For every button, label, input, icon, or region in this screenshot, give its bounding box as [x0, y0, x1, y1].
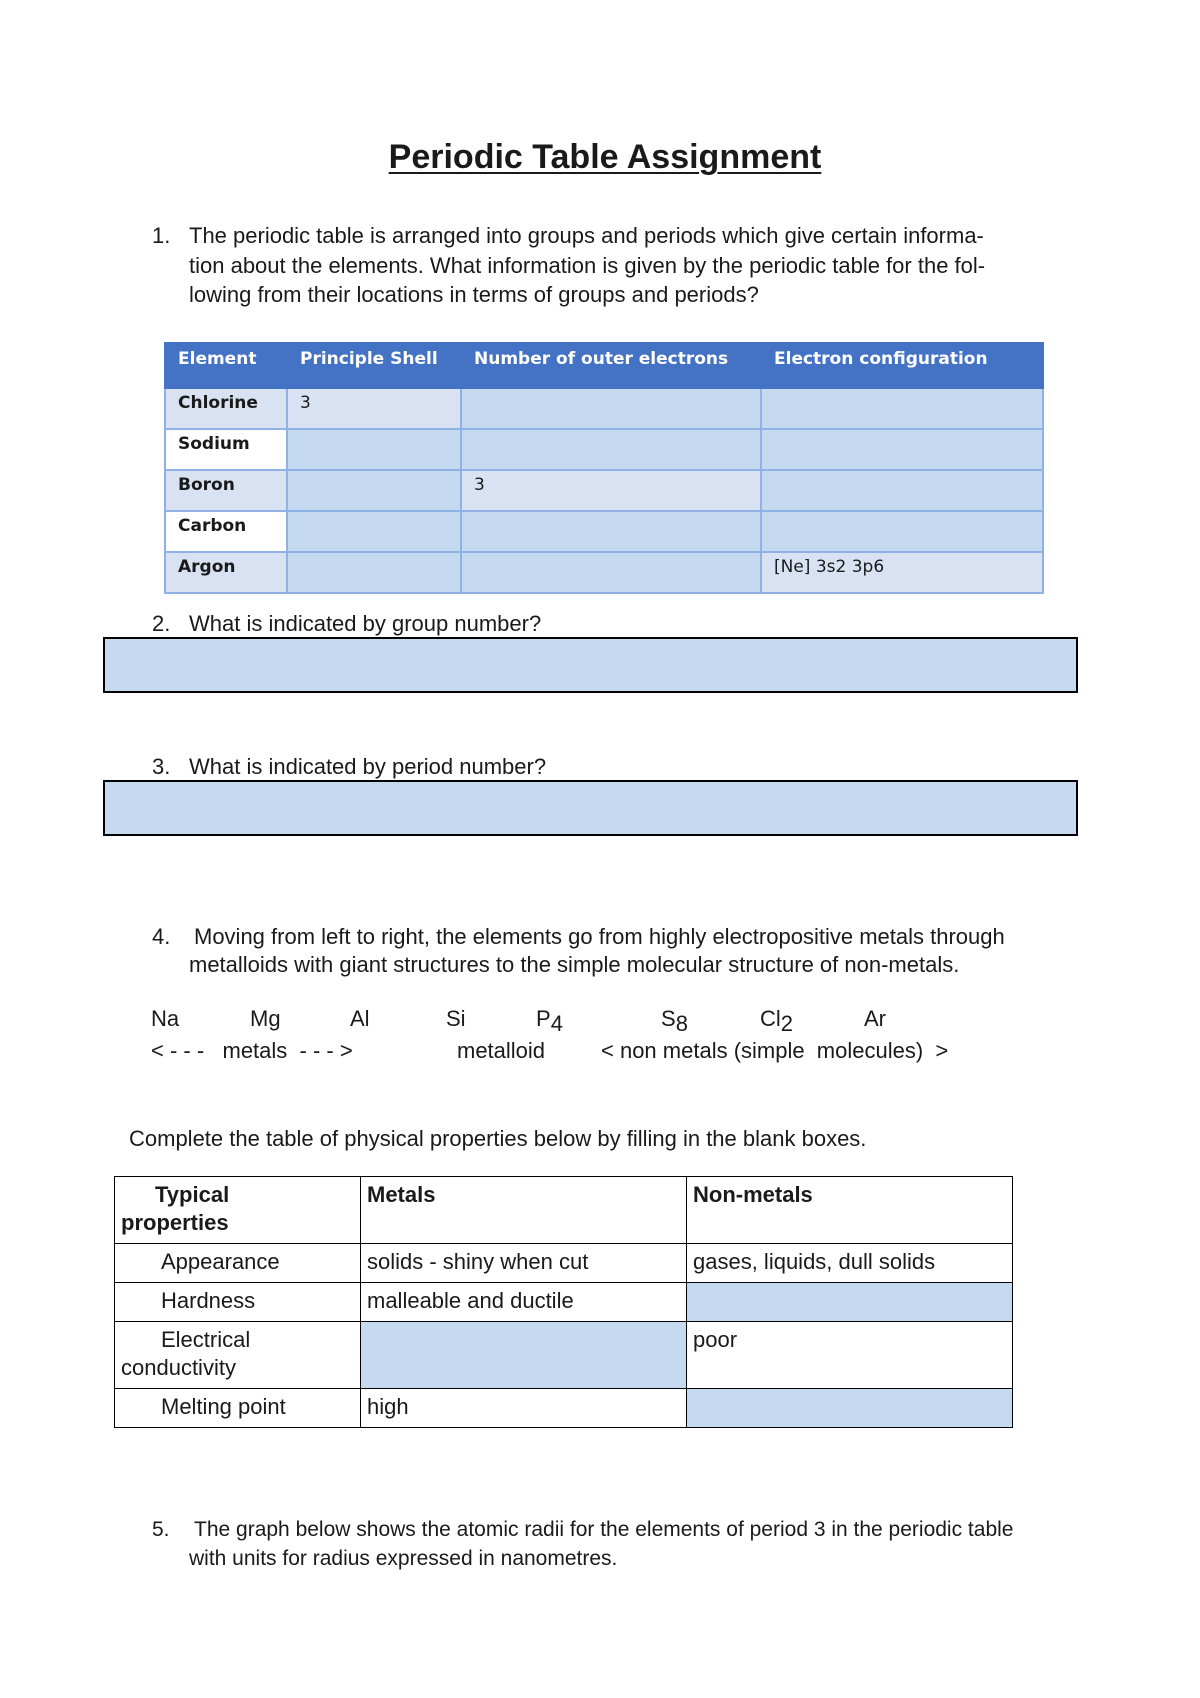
question-1-line-1: The periodic table is arranged into groups and periods which give certain informa-	[189, 223, 984, 248]
element-name: Argon	[165, 552, 287, 593]
question-5-line-2: with units for radius expressed in nanometres.	[189, 1547, 618, 1570]
table-row-carbon	[165, 511, 1043, 552]
physical-properties-table	[114, 1176, 1013, 1428]
electron-configuration-cell[interactable]	[761, 470, 1043, 511]
nonmetals-cell[interactable]	[687, 1389, 1013, 1428]
properties-row-melting-point	[115, 1389, 1013, 1428]
property-name: Hardness	[115, 1283, 361, 1322]
question-2	[0, 609, 1200, 639]
metals-label: < - - - metals - - - >	[151, 1038, 353, 1063]
property-name: Appearance	[115, 1244, 361, 1283]
principle-shell-cell[interactable]: 3	[287, 388, 461, 429]
principle-shell-cell[interactable]	[287, 429, 461, 470]
question-3-answer-box[interactable]	[103, 780, 1078, 836]
outer-electrons-cell[interactable]	[461, 429, 761, 470]
element-cl2	[760, 1006, 794, 1036]
principle-shell-cell[interactable]	[287, 552, 461, 593]
element-name: Chlorine	[165, 388, 287, 429]
properties-header	[115, 1177, 1013, 1244]
question-5-number: 5.	[152, 1518, 170, 1541]
property-name: Melting point	[115, 1389, 361, 1428]
properties-row-electrical-conductivity	[115, 1322, 1013, 1389]
table-row-argon	[165, 552, 1043, 593]
header-non-metals: Non-metals	[687, 1177, 1013, 1244]
header-element: Element	[165, 343, 287, 388]
element-s-subscript: 8	[675, 1011, 688, 1036]
class-row	[0, 1038, 1200, 1072]
header-electron-configuration: Electron configuration	[761, 343, 1043, 388]
element-name: Boron	[165, 470, 287, 511]
question-4-line-1: Moving from left to right, the elements go from highly electropositive metals through	[194, 924, 1005, 949]
nonmetals-cell[interactable]: gases, liquids, dull solids	[687, 1244, 1013, 1283]
outer-electrons-cell[interactable]	[461, 511, 761, 552]
question-4-number: 4.	[152, 924, 171, 949]
element-name: Sodium	[165, 429, 287, 470]
page-title: Periodic Table Assignment	[388, 138, 822, 176]
header-metals: Metals	[361, 1177, 687, 1244]
question-1	[0, 221, 1200, 316]
metals-cell[interactable]	[361, 1322, 687, 1389]
electron-configuration-cell[interactable]	[761, 429, 1043, 470]
element-p-symbol: P	[536, 1006, 551, 1031]
element-cl-subscript: 2	[780, 1011, 794, 1036]
header-principle-shell: Principle Shell	[287, 343, 461, 388]
nonmetals-cell[interactable]	[687, 1283, 1013, 1322]
table-row-boron	[165, 470, 1043, 511]
nonmetals-cell[interactable]: poor	[687, 1322, 1013, 1389]
question-5-line-1: The graph below shows the atomic radii for the elements of period 3 in the periodic table	[194, 1518, 1014, 1541]
element-row	[0, 1006, 1200, 1040]
outer-electrons-cell[interactable]	[461, 388, 761, 429]
element-ar: Ar	[864, 1006, 886, 1031]
nonmetals-label: < non metals (simple molecules) >	[601, 1038, 949, 1063]
properties-row-hardness	[115, 1283, 1013, 1322]
electron-configuration-cell[interactable]	[761, 388, 1043, 429]
property-name-text: Electrical conductivity	[121, 1327, 251, 1380]
element-mg: Mg	[250, 1006, 281, 1031]
electron-configuration-cell[interactable]	[761, 511, 1043, 552]
electron-configuration-cell[interactable]: [Ne] 3s2 3p6	[761, 552, 1043, 593]
element-table	[164, 342, 1044, 594]
question-1-line-3: lowing from their locations in terms of groups and periods?	[189, 282, 759, 307]
principle-shell-cell[interactable]	[287, 470, 461, 511]
property-name	[115, 1322, 361, 1389]
question-3	[0, 752, 1200, 782]
element-table-header	[165, 343, 1043, 388]
element-si: Si	[446, 1006, 466, 1031]
question-4-line-2: metalloids with giant structures to the simple molecular structure of non-metals.	[189, 952, 960, 977]
metals-cell[interactable]: solids - shiny when cut	[361, 1244, 687, 1283]
question-1-line-2: tion about the elements. What information is given by the periodic table for the fol-	[189, 253, 986, 278]
table-row-sodium	[165, 429, 1043, 470]
element-name: Carbon	[165, 511, 287, 552]
question-3-text: What is indicated by period number?	[189, 754, 547, 779]
element-p-subscript: 4	[550, 1011, 563, 1036]
element-s-symbol: S	[661, 1006, 676, 1031]
metalloid-label: metalloid	[457, 1038, 546, 1063]
question-2-text: What is indicated by group number?	[189, 611, 542, 636]
metals-cell[interactable]: high	[361, 1389, 687, 1428]
table-row-chlorine	[165, 388, 1043, 429]
question-1-number: 1.	[152, 223, 171, 248]
principle-shell-cell[interactable]	[287, 511, 461, 552]
header-outer-electrons: Number of outer electrons	[461, 343, 761, 388]
question-4	[0, 922, 1200, 982]
element-cl-symbol: Cl	[760, 1006, 781, 1031]
outer-electrons-cell[interactable]	[461, 552, 761, 593]
question-5	[0, 1515, 1200, 1575]
properties-row-appearance	[115, 1244, 1013, 1283]
element-al: Al	[350, 1006, 370, 1031]
question-3-number: 3.	[152, 754, 171, 779]
outer-electrons-cell[interactable]: 3	[461, 470, 761, 511]
element-s8	[661, 1006, 688, 1036]
metals-cell[interactable]: malleable and ductile	[361, 1283, 687, 1322]
header-typical-properties-text: Typical properties	[121, 1182, 230, 1235]
header-typical-properties	[115, 1177, 361, 1244]
element-na: Na	[151, 1006, 180, 1031]
table-2-intro: Complete the table of physical properties below by filling in the blank boxes.	[129, 1126, 867, 1151]
question-2-number: 2.	[152, 611, 171, 636]
element-p4	[536, 1006, 563, 1036]
question-2-answer-box[interactable]	[103, 637, 1078, 693]
